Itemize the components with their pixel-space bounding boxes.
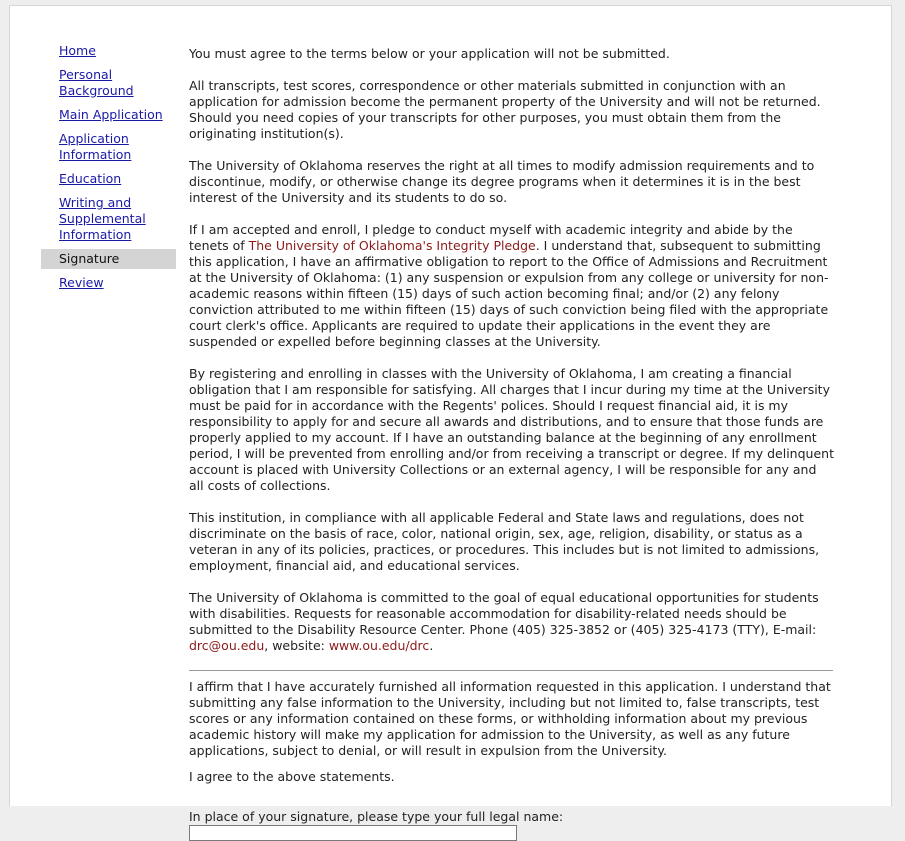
nav-item-review[interactable]: [41, 273, 176, 293]
pledge-text-post: . I understand that, subsequent to submitting this application, I have an affirmative obligation to report to the Office of Admissions and Recruitment at the University of Oklahoma: (1) any suspension or expulsion from any college or university for non-academic reasons within fifteen (15) days of such action becoming final; and/or (2) any felony conviction attributed to me within fifteen (15) days of such conviction being filed with the appropriate court clerk's office. Applicants are required to update their applications in the event they are suspended or expelled before beginning classes at the University.: [189, 238, 829, 349]
intro-text: You must agree to the terms below or your application will not be submitted.: [189, 46, 670, 61]
divider: [189, 670, 833, 671]
nav-link-main-application[interactable]: Main Application: [59, 107, 163, 122]
sidebar-nav: [41, 41, 176, 297]
nav-item-writing[interactable]: [41, 193, 176, 245]
drc-website-link[interactable]: www.ou.edu/drc: [328, 638, 430, 653]
disability-text-end: .: [429, 638, 434, 653]
disability-text: [189, 590, 834, 654]
nav-link-writing[interactable]: Writing and Supplemental Information: [59, 195, 146, 242]
nav-item-application-information[interactable]: [41, 129, 176, 165]
signature-input[interactable]: [189, 825, 517, 841]
signature-label: In place of your signature, please type your full legal name:: [189, 809, 564, 824]
agree-text: I agree to the above statements.: [189, 769, 395, 784]
disability-text-mid: , website:: [264, 638, 329, 653]
nav-item-signature: Signature: [41, 249, 176, 269]
pledge-text-pre: If I am accepted and enroll, I pledge to conduct myself with academic integrity and abide by the tenets of: [189, 222, 793, 253]
drc-email-link[interactable]: drc@ou.edu: [189, 638, 265, 653]
financial-text: By registering and enrolling in classes with the University of Oklahoma, I am creating a financial obligation that I am responsible for satisfying. All charges that I incur during my time at the University must be paid for in accordance with the Regents' polices. Should I request financial aid, it is my responsibility to apply for and secure all awards and distributions, and to ensure that those funds are properly applied to my account. If I have an outstanding balance at the beginning of any enrollment period, I will be prevented from enrolling and/or from receiving a transcript or degree. If my delinquent account is placed with University Collections or an external agency, I will be responsible for any and all costs of collections.: [189, 366, 834, 493]
nav-link-application-information[interactable]: Application Information: [59, 131, 132, 162]
integrity-pledge-text: [189, 222, 834, 350]
application-page: [9, 5, 892, 824]
integrity-pledge-link[interactable]: The University of Oklahoma's Integrity Pledge: [248, 238, 536, 253]
affirm-text: I affirm that I have accurately furnished all information requested in this application. I understand that submitting any false information to the University, including but not limited to, false transcripts, test scores or any information contained on these forms, or withholding information about my previous academic history will make my application for admission to the University, as well as any future applications, subject to denial, or will result in expulsion from the University.: [189, 679, 831, 758]
nav-link-personal-background[interactable]: Personal Background: [59, 67, 134, 98]
disability-text-pre: The University of Oklahoma is committed to the goal of equal educational opportunities for students with disabilities. Requests for reasonable accommodation for disability-related needs should be submitted to the Disability Resource Center. Phone (405) 325-3852 or (405) 325-4173 (TTY), E-mail:: [189, 590, 819, 637]
nav-item-education[interactable]: [41, 169, 176, 189]
nav-item-personal-background[interactable]: [41, 65, 176, 101]
nav-item-main-application[interactable]: [41, 105, 176, 125]
nav-link-review[interactable]: Review: [59, 275, 104, 290]
nav-link-home[interactable]: Home: [59, 43, 96, 58]
nav-item-home[interactable]: [41, 41, 176, 61]
terms-content: [189, 46, 834, 841]
transcripts-text: All transcripts, test scores, correspondence or other materials submitted in conjunction with an application for admission become the permanent property of the University and will not be returned. Should you need copies of your transcripts for other purposes, you must obtain them from the originating institution(s).: [189, 78, 821, 141]
nondiscrimination-text: This institution, in compliance with all applicable Federal and State laws and regulations, does not discriminate on the basis of race, color, national origin, sex, age, religion, disability, or status as a veteran in any of its policies, practices, or procedures. This includes but is not limited to admissions, employment, financial aid, and educational services.: [189, 510, 820, 573]
nav-link-education[interactable]: Education: [59, 171, 122, 186]
reserves-text: The University of Oklahoma reserves the right at all times to modify admission requirements and to discontinue, modify, or otherwise change its degree programs when it determines it is in the best interest of the University and its students to do so.: [189, 158, 815, 205]
